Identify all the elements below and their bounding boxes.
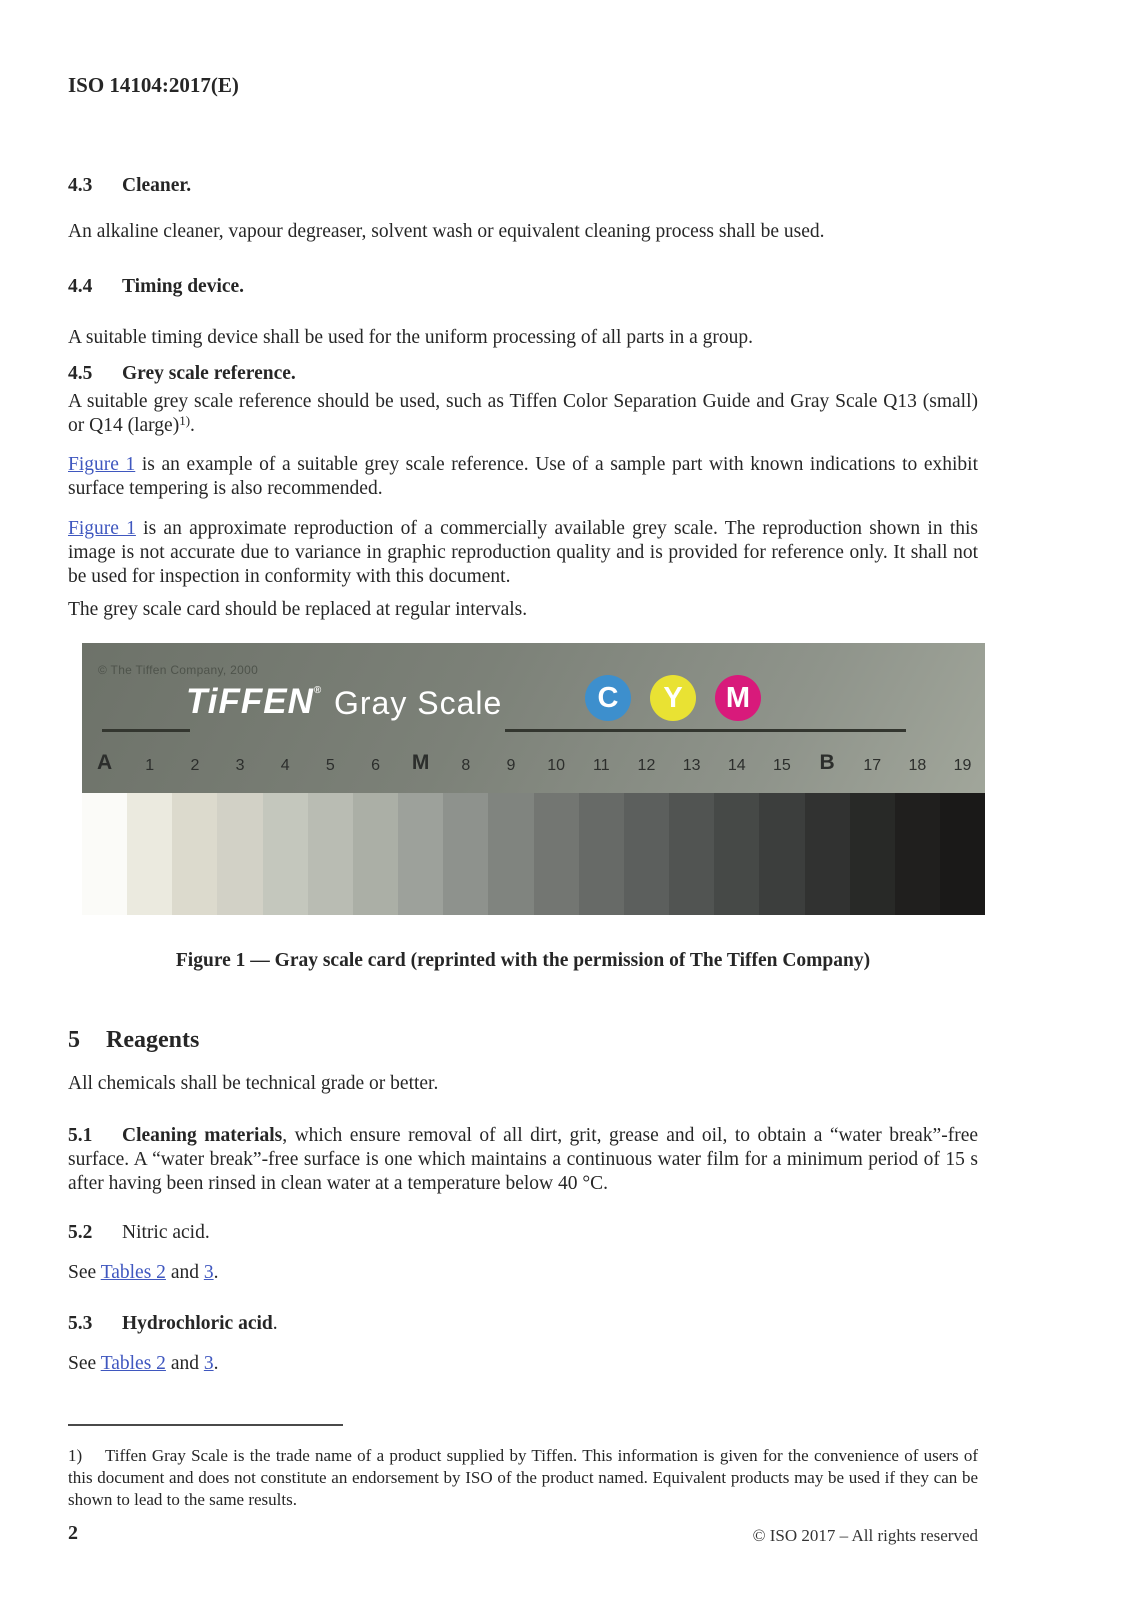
link-figure-1[interactable]: Figure 1 (68, 518, 136, 539)
wedge-step-13 (624, 793, 669, 915)
clause-number: 5.3 (68, 1313, 93, 1334)
text-run: See (68, 1353, 101, 1374)
paragraph-chemicals (68, 1072, 978, 1096)
color-circle-y: Y (650, 675, 696, 721)
text-run: Tiffen Gray Scale is the trade name of a product supplied by Tiffen. This information is given for the convenience of users of this document and does not constitute an endorsement by ISO of the product named. Equivalent products may be used if they can be shown to lead to the same results. (68, 1446, 978, 1509)
clause-number: 5 (68, 1027, 80, 1053)
bold-run: Reagents (106, 1027, 200, 1053)
text-run: A suitable grey scale reference should be used, such as Tiffen Color Separation Guide and Gray Scale Q13 (small) or Q14 (large) (68, 391, 978, 436)
bold-run: Cleaning materials (122, 1125, 283, 1146)
bold-run: Hydrochloric acid (122, 1313, 273, 1334)
scale-label-m: M (411, 751, 430, 774)
wedge-step-16 (759, 793, 804, 915)
card-copyright: © The Tiffen Company, 2000 (98, 663, 259, 677)
heading-5-reagents (68, 1026, 978, 1054)
paragraph-figure-example (68, 453, 978, 501)
wedge-step-20 (940, 793, 985, 915)
link-tables-2[interactable]: Tables 2 (100, 1262, 166, 1283)
heading-4-5-grey-scale-reference (68, 362, 978, 386)
wedge-step-14 (669, 793, 714, 915)
footnote-reference: 1) (179, 413, 191, 428)
footer-copyright: © ISO 2017 – All rights reserved (752, 1526, 978, 1545)
scale-label-10: 10 (547, 757, 566, 774)
paragraph-cleaner (68, 220, 978, 244)
color-circle-c: C (585, 675, 631, 721)
text-run: . (213, 1262, 219, 1283)
bold-run: Grey scale reference. (122, 363, 296, 384)
wedge-step-2 (127, 793, 172, 915)
clause-number: 5.1 (68, 1125, 93, 1146)
scale-label-6: 6 (371, 757, 380, 774)
text-run: . (272, 1313, 278, 1334)
scale-label-12: 12 (637, 757, 656, 774)
gray-scale-card-figure (82, 643, 985, 915)
card-rule-right (505, 729, 906, 732)
text-run: , which ensure removal of all dirt, grit, grease and oil, to obtain a “water break”-free surface. A “water break”-free surface is one which maintains a continuous water film for a minimum period of 15 s after having been rinsed in clean water at a temperature below 40 °C. (68, 1125, 979, 1194)
text-run: The grey scale card should be replaced at regular intervals. (68, 599, 528, 620)
document-reference-header: ISO 14104:2017(E) (68, 73, 239, 97)
wedge-step-19 (895, 793, 940, 915)
clause-number: 4.3 (68, 175, 93, 196)
text-run: An alkaline cleaner, vapour degreaser, solvent wash or equivalent cleaning process shall be used. (68, 221, 825, 242)
card-title: Gray Scale (334, 685, 503, 721)
bold-run: Timing device. (122, 276, 245, 297)
wedge-step-10 (488, 793, 533, 915)
clause-number: 4.4 (68, 276, 93, 297)
registered-mark: ® (313, 685, 323, 696)
scale-label-15: 15 (773, 757, 791, 774)
scale-label-a: A (96, 751, 113, 774)
scale-label-9: 9 (506, 757, 516, 774)
wedge-step-4 (217, 793, 262, 915)
link-3[interactable]: 3 (203, 1353, 214, 1374)
tiffen-logo-text: TiFFEN (186, 682, 314, 721)
cmy-circles (585, 675, 761, 721)
clause-number: 4.5 (68, 363, 93, 384)
wedge-step-18 (850, 793, 895, 915)
color-circle-m: M (715, 675, 761, 721)
scale-label-19: 19 (953, 757, 972, 774)
wedge-step-3 (172, 793, 217, 915)
heading-5-3-hydrochloric-acid (68, 1312, 978, 1336)
wedge-step-7 (353, 793, 398, 915)
page-number: 2 (68, 1522, 78, 1544)
text-run: See (68, 1262, 101, 1283)
text-run: All chemicals shall be technical grade or better. (68, 1073, 439, 1094)
gray-step-wedge (82, 793, 985, 915)
scale-label-18: 18 (908, 757, 927, 774)
scale-label-3: 3 (235, 757, 245, 774)
heading-4-4-timing-device (68, 275, 978, 299)
text-run: A suitable timing device shall be used for the uniform processing of all parts in a group. (68, 327, 754, 348)
footnote-separator (68, 1424, 343, 1426)
text-run: Nitric acid. (122, 1222, 210, 1243)
wedge-step-1 (82, 793, 127, 915)
heading-5-2-nitric-acid (68, 1221, 978, 1245)
clause-number: 5.2 (68, 1222, 93, 1243)
heading-4-3-cleaner (68, 174, 978, 198)
paragraph-timing-device (68, 326, 978, 350)
scale-label-11: 11 (592, 757, 610, 774)
tiffen-logo (186, 682, 322, 722)
paragraph-see-tables-2 (68, 1352, 978, 1376)
scale-label-2: 2 (190, 757, 200, 774)
text-run: and (165, 1262, 204, 1283)
wedge-step-15 (714, 793, 759, 915)
clause-number: 1) (68, 1446, 83, 1465)
scale-label-14: 14 (727, 757, 746, 774)
scale-label-1: 1 (145, 757, 155, 774)
scale-label-4: 4 (280, 757, 290, 774)
link-tables-2[interactable]: Tables 2 (100, 1353, 166, 1374)
text-run: is an example of a suitable grey scale reference. Use of a sample part with known indications to exhibit surface tempering is also recommended. (68, 454, 978, 499)
paragraph-grey-scale-reference (68, 390, 978, 438)
text-run: and (165, 1353, 204, 1374)
wedge-step-8 (398, 793, 443, 915)
scale-label-b: B (819, 751, 835, 774)
link-figure-1[interactable]: Figure 1 (68, 454, 136, 475)
wedge-step-11 (534, 793, 579, 915)
text-run: . (190, 415, 195, 436)
scale-label-17: 17 (863, 757, 882, 774)
figure-caption: Figure 1 — Gray scale card (reprinted with the permission of The Tiffen Company) (175, 950, 871, 971)
scale-label-13: 13 (682, 757, 701, 774)
paragraph-5-1-cleaning-materials (68, 1124, 978, 1196)
paragraph-see-tables-1 (68, 1261, 978, 1285)
scale-label-8: 8 (461, 757, 471, 774)
bold-run: Cleaner. (122, 175, 192, 196)
wedge-step-12 (579, 793, 624, 915)
wedge-step-9 (443, 793, 488, 915)
card-rule-left (102, 729, 190, 732)
scale-label-row (82, 741, 985, 777)
link-3[interactable]: 3 (203, 1262, 214, 1283)
wedge-step-6 (308, 793, 353, 915)
paragraph-figure-reproduction (68, 517, 978, 589)
text-run: . (213, 1353, 219, 1374)
text-run: is an approximate reproduction of a commercially available grey scale. The reproduction shown in this image is not accurate due to variance in graphic reproduction quality and is provided for reference only. It shall not be used for inspection in conformity with this document. (68, 518, 978, 587)
wedge-step-17 (805, 793, 850, 915)
footnote-text (68, 1445, 978, 1511)
wedge-step-5 (263, 793, 308, 915)
paragraph-replace-card (68, 598, 978, 622)
scale-label-5: 5 (325, 757, 335, 774)
